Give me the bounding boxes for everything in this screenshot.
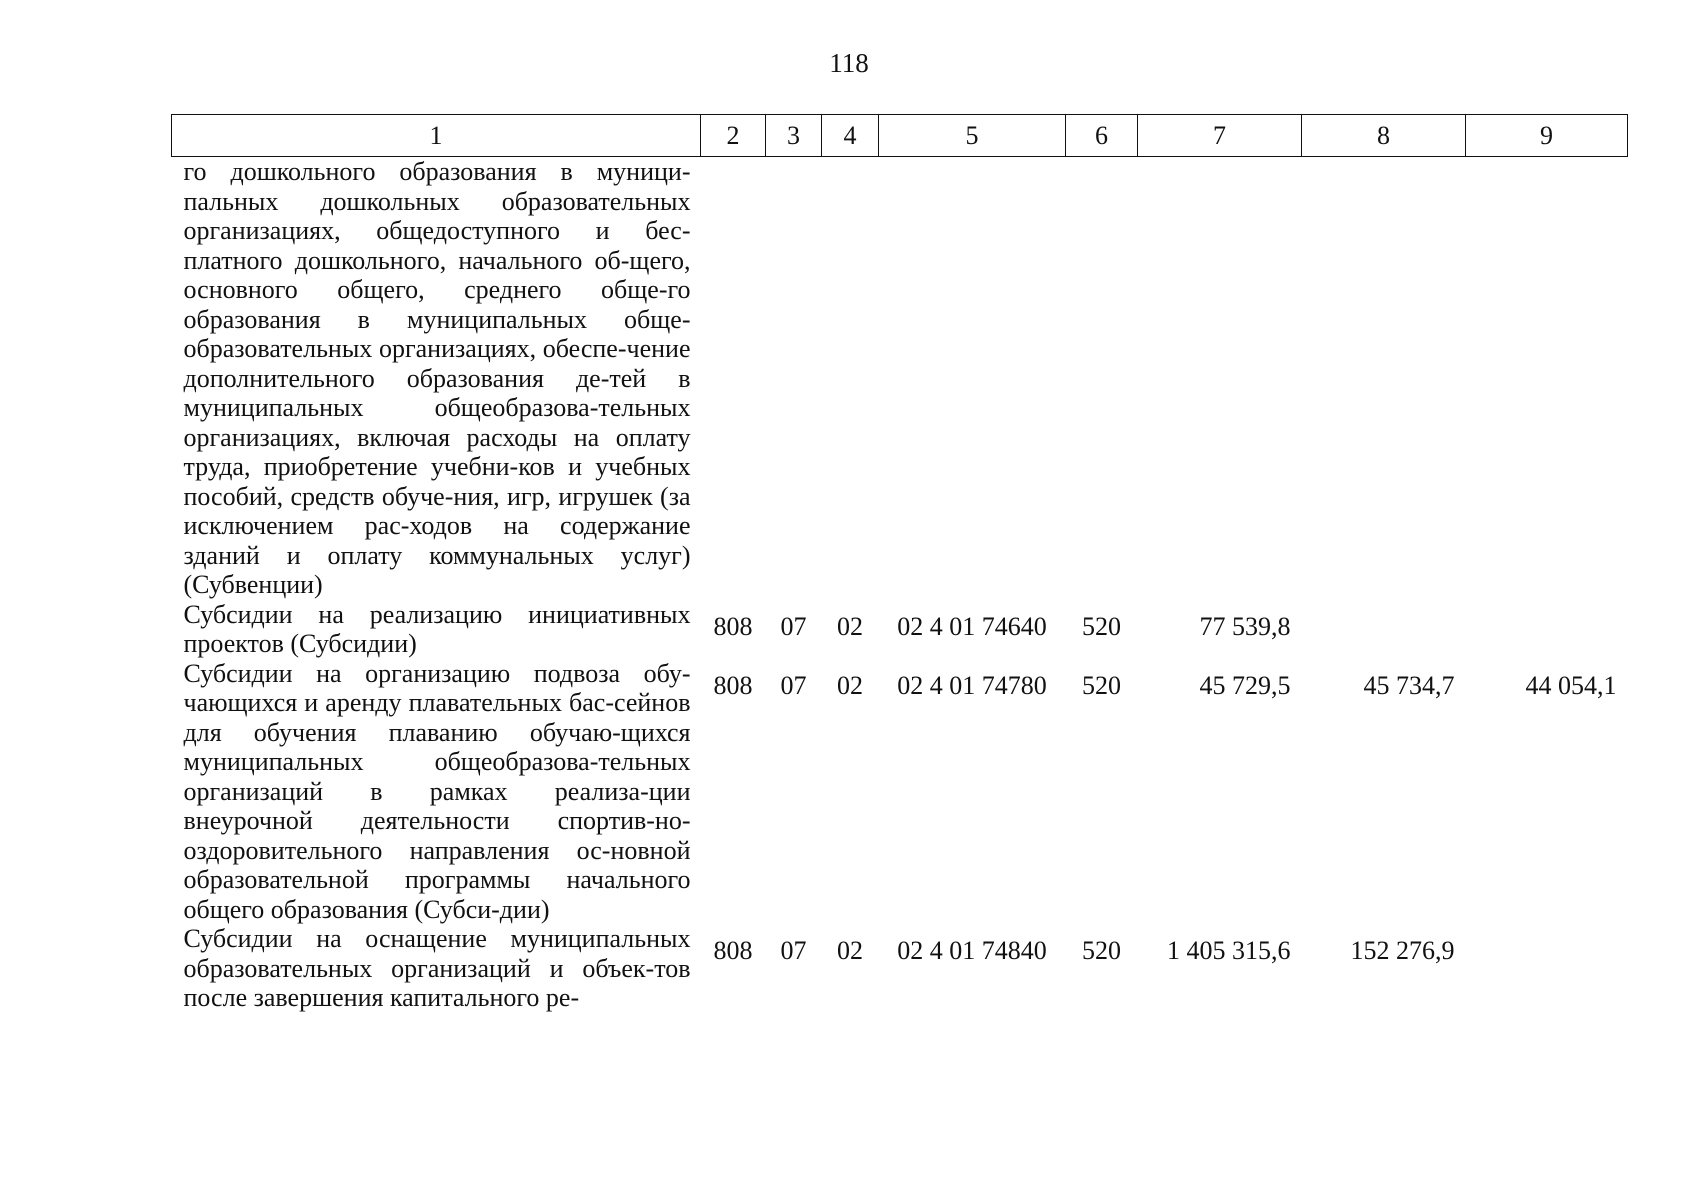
cell-expense-type (1066, 157, 1138, 600)
table-row (172, 924, 1628, 1013)
cell-subsection: 02 (837, 936, 863, 965)
cell-target-article: 02 4 01 74780 (897, 670, 1047, 700)
cell-amount-8 (1302, 600, 1466, 659)
cell-subsection: 02 (837, 611, 863, 641)
cell-ministry-code: 808 (713, 611, 753, 641)
cell-expense-type: 520 (1082, 670, 1121, 700)
cell-amount-9 (1466, 157, 1628, 600)
cell-amount-8 (1302, 157, 1466, 600)
cell-amount-9 (1466, 600, 1628, 659)
cell-amount-9 (1466, 924, 1628, 1013)
page-number: 118 (829, 48, 869, 78)
header-cell-2: 2 (701, 115, 766, 157)
cell-target-article: 02 4 01 74840 (897, 936, 1047, 965)
cell-amount-7: 1 405 315,6 (1167, 936, 1291, 965)
table-row (172, 157, 1628, 600)
cell-target-article (879, 157, 1066, 600)
header-cell-8: 8 (1302, 115, 1466, 157)
header-cell-5: 5 (879, 115, 1066, 157)
cell-amount-9: 44 054,1 (1525, 670, 1617, 700)
cell-ministry-code: 808 (713, 670, 753, 700)
row-description: го дошкольного образования в муници-пальных дошкольных образовательных организациях, общедоступного и бес-платного дошкольного, начального об-щего, основного общего, среднего обще-го образования в муниципальных обще-образовательных организациях, обеспе-чение дополнительного образования де-тей в муниципальных общеобразова-тельных организациях, включая расходы на оплату труда, приобретение учебни-ков и учебных пособий, средств обуче-ния, игр, игрушек (за исключением рас-ходов на содержание зданий и оплату коммунальных услуг) (Субвенции) (183, 157, 691, 599)
header-cell-4: 4 (822, 115, 879, 157)
cell-expense-type: 520 (1082, 611, 1121, 641)
cell-section: 07 (780, 936, 807, 965)
budget-table (171, 114, 1628, 1013)
header-cell-7: 7 (1138, 115, 1302, 157)
header-row (172, 115, 1628, 157)
cell-target-article: 02 4 01 74640 (897, 611, 1047, 641)
cell-subsection: 02 (837, 670, 863, 700)
header-cell-6: 6 (1066, 115, 1138, 157)
cell-expense-type: 520 (1082, 936, 1121, 965)
row-description: Субсидии на оснащение муниципальных образовательных организаций и объек-тов после завершения капитального ре- (183, 924, 691, 1012)
cell-section: 07 (780, 611, 807, 641)
cell-amount-7: 77 539,8 (1199, 611, 1291, 641)
cell-section: 07 (780, 670, 807, 700)
cell-subsection (822, 157, 879, 600)
row-description: Субсидии на реализацию инициативных проектов (Субсидии) (183, 599, 691, 658)
cell-ministry-code: 808 (713, 936, 753, 965)
table-row (172, 600, 1628, 659)
header-cell-3: 3 (766, 115, 822, 157)
cell-section (766, 157, 822, 600)
cell-amount-7: 45 729,5 (1199, 670, 1291, 700)
cell-amount-8: 152 276,9 (1350, 936, 1455, 965)
table-row (172, 659, 1628, 925)
header-cell-9: 9 (1466, 115, 1628, 157)
cell-ministry-code (701, 157, 766, 600)
cell-amount-7 (1138, 157, 1302, 600)
cell-amount-8: 45 734,7 (1363, 670, 1455, 700)
header-cell-1: 1 (172, 115, 701, 157)
row-description: Субсидии на организацию подвоза обу-чающихся и аренду плавательных бас-сейнов для обучения плаванию обучаю-щихся муниципальных общеобразова-тельных организаций в рамках реализа-ции внеурочной деятельности спортив-но-оздоровительного направления ос-новной образовательной программы начального общего образования (Субси-дии) (183, 658, 691, 924)
